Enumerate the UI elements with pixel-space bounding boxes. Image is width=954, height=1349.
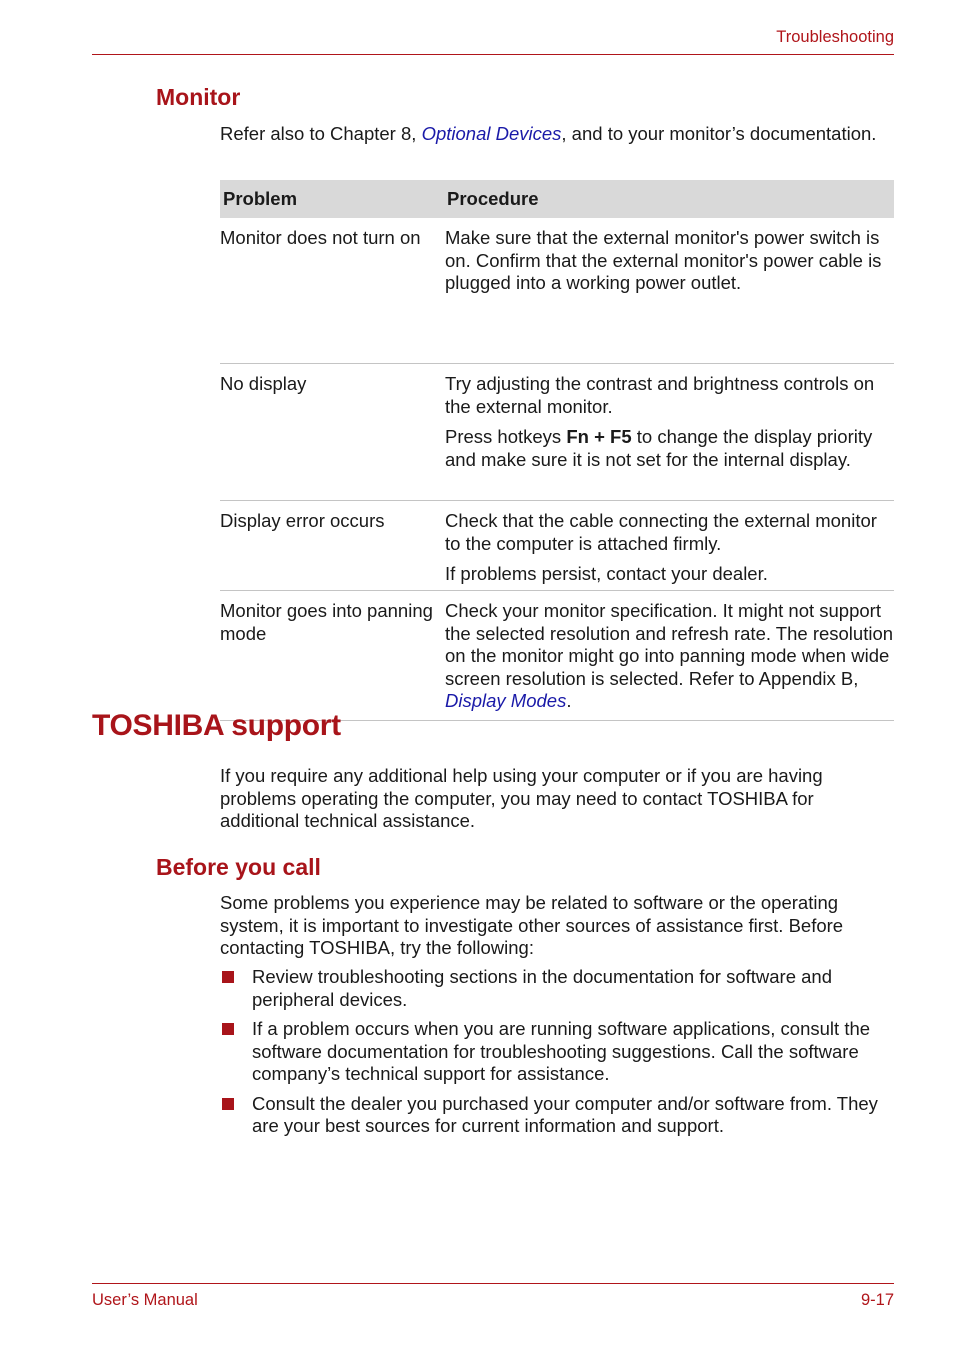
list-item: If a problem occurs when you are running software applications, consult the software documentation for troubleshooting suggestions. Call the software company’s technical support for assistance.: [220, 1018, 894, 1086]
procedure-cell: Try adjusting the contrast and brightness controls on the external monitor. Press hotkeys Fn + F5 to change the display priority and make sure it is not set for the internal display.: [445, 373, 875, 470]
list-item: Consult the dealer you purchased your computer and/or software from. They are your best sources for current information and support.: [220, 1093, 894, 1138]
procedure-cell: Check that the cable connecting the external monitor to the computer is attached firmly. If problems persist, contact your dealer.: [445, 510, 877, 584]
table-row: [220, 591, 894, 721]
optional-devices-link[interactable]: Optional Devices: [421, 123, 562, 144]
running-header: Troubleshooting: [776, 28, 894, 46]
table-header: [220, 180, 894, 218]
toshiba-support-heading: TOSHIBA support: [92, 709, 341, 742]
list-item: Review troubleshooting sections in the documentation for software and peripheral devices.: [220, 966, 894, 1011]
monitor-heading: Monitor: [156, 84, 241, 110]
footer-rule: [92, 1283, 894, 1284]
problem-cell: Display error occurs: [220, 510, 385, 531]
bullet-square-icon: [222, 1098, 234, 1110]
problem-cell: Monitor does not turn on: [220, 227, 421, 248]
header-rule: [92, 54, 894, 55]
column-header-procedure: Procedure: [447, 187, 539, 209]
problem-cell: No display: [220, 373, 307, 394]
support-intro: If you require any additional help using your computer or if you are having problems operating the computer, you may need to contact TOSHIBA for additional technical assistance.: [220, 765, 823, 831]
column-header-problem: Problem: [223, 187, 298, 209]
page-number: 9-17: [860, 1291, 894, 1309]
footer-manual-title: User’s Manual: [92, 1291, 198, 1309]
monitor-troubleshooting-table: [220, 180, 894, 721]
problem-cell: Monitor goes into panning mode: [220, 600, 433, 644]
table-row: [220, 218, 894, 364]
procedure-cell: Check your monitor specification. It might not support the selected resolution and refresh rate. The resolution on the monitor might go into panning mode when wide screen resolution is selected. Refer to Appendix B, Display Modes.: [445, 600, 894, 711]
before-call-intro: Some problems you experience may be related to software or the operating system, it is important to investigate other sources of assistance first. Before contacting TOSHIBA, try the following:: [220, 892, 844, 958]
procedure-cell: Make sure that the external monitor's power switch is on. Confirm that the external monitor's power cable is plugged into a working power outlet.: [445, 227, 882, 293]
hotkey-fn-f5: Fn + F5: [566, 426, 632, 447]
bullet-square-icon: [222, 971, 234, 983]
table-row: [220, 501, 894, 591]
monitor-intro: Refer also to Chapter 8, Optional Devices, and to your monitor’s documentation.: [220, 123, 877, 144]
before-call-list: [220, 966, 894, 1145]
display-modes-link[interactable]: Display Modes: [445, 690, 567, 711]
before-you-call-heading: Before you call: [156, 854, 321, 880]
bullet-square-icon: [222, 1023, 234, 1035]
table-row: [220, 364, 894, 501]
